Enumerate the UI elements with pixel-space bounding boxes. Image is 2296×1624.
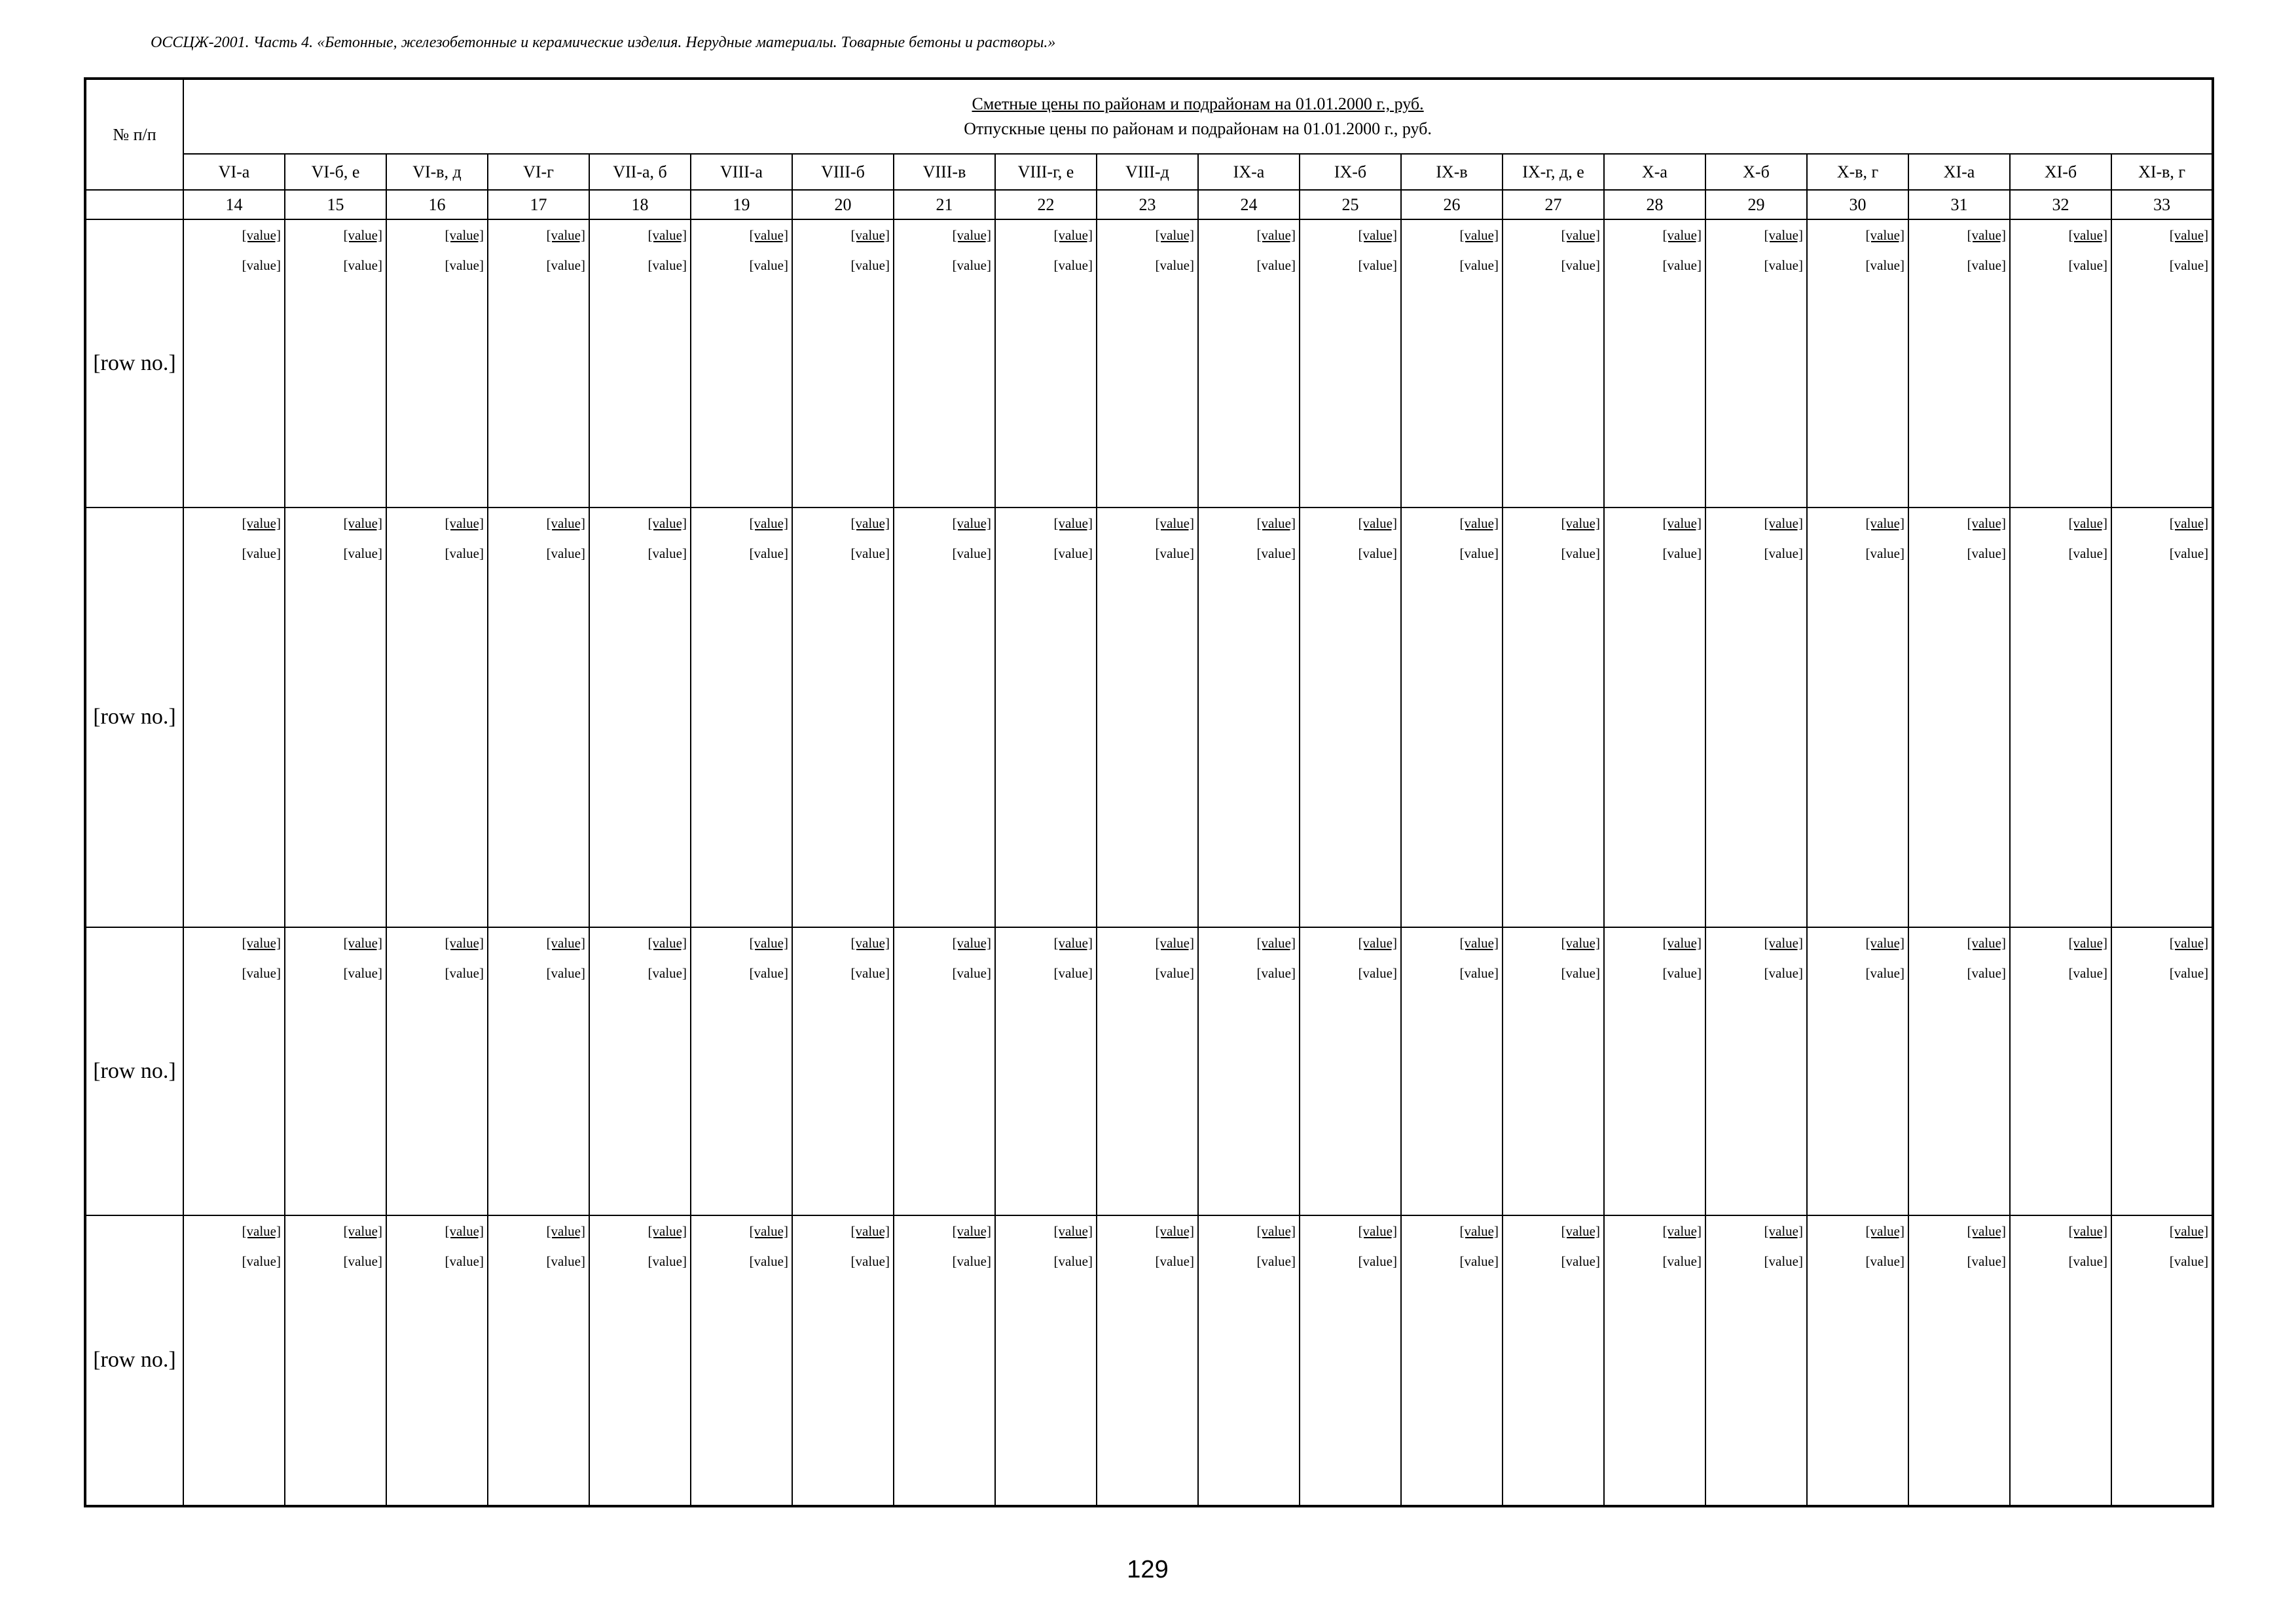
release-price: [value] <box>1662 1253 1702 1269</box>
district-header: XI-в, г <box>2111 154 2213 190</box>
price-cell <box>1300 507 1401 927</box>
release-price: [value] <box>1865 545 1904 561</box>
price-cell <box>894 927 995 1215</box>
column-number: 28 <box>1604 190 1705 219</box>
release-price: [value] <box>850 965 890 981</box>
release-price: [value] <box>1662 965 1702 981</box>
release-price: [value] <box>1053 545 1093 561</box>
estimate-price: [value] <box>546 227 585 243</box>
price-cell <box>1503 507 1604 927</box>
estimate-price: [value] <box>1358 934 1397 951</box>
estimate-price: [value] <box>242 515 281 531</box>
release-price: [value] <box>1358 1253 1397 1269</box>
estimate-price: [value] <box>2068 1223 2107 1239</box>
estimate-price: [value] <box>2169 1223 2209 1239</box>
district-header: VI-б, е <box>285 154 386 190</box>
estimate-price: [value] <box>343 934 382 951</box>
price-cell <box>285 1215 386 1506</box>
release-price: [value] <box>749 257 788 273</box>
district-header: VIII-в <box>894 154 995 190</box>
price-cell <box>2010 927 2111 1215</box>
estimate-price: [value] <box>850 515 890 531</box>
estimate-price: [value] <box>647 515 687 531</box>
release-price: [value] <box>647 545 687 561</box>
release-price: [value] <box>1561 1253 1600 1269</box>
release-price: [value] <box>1155 257 1194 273</box>
price-cell <box>1198 219 1300 507</box>
estimate-price: [value] <box>1459 515 1499 531</box>
estimate-price: [value] <box>850 227 890 243</box>
estimate-price: [value] <box>1764 227 1803 243</box>
estimate-price: [value] <box>445 515 484 531</box>
table-body <box>85 219 2213 1506</box>
estimate-price: [value] <box>1358 227 1397 243</box>
district-header: VIII-б <box>792 154 894 190</box>
release-price: [value] <box>952 257 991 273</box>
release-price: [value] <box>1053 965 1093 981</box>
estimate-price: [value] <box>952 227 991 243</box>
estimate-price: [value] <box>445 227 484 243</box>
estimate-price: [value] <box>1865 1223 1904 1239</box>
release-price: [value] <box>343 257 382 273</box>
price-cell <box>2111 927 2213 1215</box>
release-price: [value] <box>343 965 382 981</box>
district-header: XI-а <box>1908 154 2010 190</box>
release-price: [value] <box>1865 965 1904 981</box>
release-prices-title: Отпускные цены по районам и подрайонам на 01.01.2000 г., руб. <box>964 119 1432 138</box>
estimate-price: [value] <box>647 227 687 243</box>
price-cell <box>894 507 995 927</box>
price-cell <box>1401 1215 1503 1506</box>
table-row <box>85 1215 2213 1506</box>
release-price: [value] <box>1256 257 1296 273</box>
price-cell <box>2010 507 2111 927</box>
release-price: [value] <box>1358 257 1397 273</box>
price-cell <box>1300 1215 1401 1506</box>
column-number: 22 <box>995 190 1097 219</box>
price-cell <box>691 927 792 1215</box>
release-price: [value] <box>1561 965 1600 981</box>
estimate-price: [value] <box>546 515 585 531</box>
estimate-price: [value] <box>343 227 382 243</box>
release-price: [value] <box>1764 545 1803 561</box>
release-price: [value] <box>1053 257 1093 273</box>
release-price: [value] <box>1764 1253 1803 1269</box>
price-cell <box>1198 507 1300 927</box>
release-price: [value] <box>1459 545 1499 561</box>
estimate-price: [value] <box>2068 515 2107 531</box>
estimate-price: [value] <box>343 515 382 531</box>
price-cell <box>691 219 792 507</box>
price-cell <box>589 507 691 927</box>
column-number: 24 <box>1198 190 1300 219</box>
estimate-price: [value] <box>1764 515 1803 531</box>
release-price: [value] <box>647 1253 687 1269</box>
estimate-price: [value] <box>445 934 484 951</box>
release-price: [value] <box>2068 545 2107 561</box>
price-cell <box>1604 507 1705 927</box>
estimate-price: [value] <box>647 934 687 951</box>
release-price: [value] <box>1967 257 2006 273</box>
estimate-price: [value] <box>1256 934 1296 951</box>
estimate-price: [value] <box>1764 1223 1803 1239</box>
release-price: [value] <box>647 257 687 273</box>
column-number: 25 <box>1300 190 1401 219</box>
price-cell <box>1198 927 1300 1215</box>
column-header-number: № п/п <box>85 79 183 190</box>
estimate-price: [value] <box>1358 1223 1397 1239</box>
release-price: [value] <box>1662 257 1702 273</box>
price-cell <box>488 927 589 1215</box>
price-cell <box>1807 1215 1908 1506</box>
district-header: X-в, г <box>1807 154 1908 190</box>
release-price: [value] <box>1764 257 1803 273</box>
price-cell <box>183 507 285 927</box>
price-cell <box>1705 1215 1807 1506</box>
estimate-price: [value] <box>850 1223 890 1239</box>
estimate-price: [value] <box>1662 1223 1702 1239</box>
release-price: [value] <box>242 1253 281 1269</box>
price-cell <box>995 1215 1097 1506</box>
estimate-price: [value] <box>2169 515 2209 531</box>
price-cell <box>1503 927 1604 1215</box>
release-price: [value] <box>1256 965 1296 981</box>
release-price: [value] <box>1967 545 2006 561</box>
estimate-price: [value] <box>1256 1223 1296 1239</box>
estimate-price: [value] <box>749 1223 788 1239</box>
district-header: VIII-а <box>691 154 792 190</box>
price-cell <box>1097 219 1198 507</box>
price-cell <box>995 219 1097 507</box>
district-header: X-а <box>1604 154 1705 190</box>
release-price: [value] <box>1459 965 1499 981</box>
release-price: [value] <box>1256 1253 1296 1269</box>
price-cell <box>1908 507 2010 927</box>
price-cell <box>2111 1215 2213 1506</box>
release-price: [value] <box>1358 965 1397 981</box>
row-number: [row no.] <box>85 507 183 927</box>
price-cell <box>285 927 386 1215</box>
release-price: [value] <box>2169 1253 2209 1269</box>
column-number: 26 <box>1401 190 1503 219</box>
row-number: [row no.] <box>85 1215 183 1506</box>
column-number: 17 <box>488 190 589 219</box>
release-price: [value] <box>952 965 991 981</box>
release-price: [value] <box>1459 1253 1499 1269</box>
release-price: [value] <box>343 545 382 561</box>
estimate-price: [value] <box>1967 227 2006 243</box>
price-cell <box>1604 927 1705 1215</box>
column-number: 33 <box>2111 190 2213 219</box>
estimate-price: [value] <box>1865 227 1904 243</box>
price-cell <box>2111 219 2213 507</box>
row-number: [row no.] <box>85 219 183 507</box>
table-title <box>183 79 2213 154</box>
estimate-prices-title: Сметные цены по районам и подрайонам на 01.01.2000 г., руб. <box>972 94 1424 113</box>
price-cell <box>1705 927 1807 1215</box>
release-price: [value] <box>546 1253 585 1269</box>
column-number: 31 <box>1908 190 2010 219</box>
estimate-price: [value] <box>1155 1223 1194 1239</box>
estimate-price: [value] <box>1155 515 1194 531</box>
release-price: [value] <box>749 1253 788 1269</box>
table-row <box>85 219 2213 507</box>
price-cell <box>1198 1215 1300 1506</box>
column-number-row <box>85 190 2213 219</box>
price-cell <box>1401 507 1503 927</box>
price-cell <box>1401 927 1503 1215</box>
estimate-price: [value] <box>1967 934 2006 951</box>
price-cell <box>183 1215 285 1506</box>
price-cell <box>894 1215 995 1506</box>
price-cell <box>589 1215 691 1506</box>
price-table <box>84 77 2214 1507</box>
release-price: [value] <box>1967 1253 2006 1269</box>
release-price: [value] <box>2068 257 2107 273</box>
price-cell <box>386 927 488 1215</box>
estimate-price: [value] <box>1561 934 1600 951</box>
column-number: 15 <box>285 190 386 219</box>
price-cell <box>1908 927 2010 1215</box>
price-cell <box>285 219 386 507</box>
estimate-price: [value] <box>1459 227 1499 243</box>
estimate-price: [value] <box>1053 1223 1093 1239</box>
release-price: [value] <box>242 965 281 981</box>
estimate-price: [value] <box>343 1223 382 1239</box>
estimate-price: [value] <box>2169 934 2209 951</box>
column-number: 18 <box>589 190 691 219</box>
release-price: [value] <box>1662 545 1702 561</box>
release-price: [value] <box>2068 965 2107 981</box>
release-price: [value] <box>1053 1253 1093 1269</box>
release-price: [value] <box>546 965 585 981</box>
price-cell <box>1705 219 1807 507</box>
estimate-price: [value] <box>1053 515 1093 531</box>
release-price: [value] <box>1155 965 1194 981</box>
table-row <box>85 927 2213 1215</box>
estimate-price: [value] <box>1967 1223 2006 1239</box>
estimate-price: [value] <box>1358 515 1397 531</box>
column-number: 14 <box>183 190 285 219</box>
release-price: [value] <box>1155 545 1194 561</box>
price-cell <box>386 219 488 507</box>
estimate-price: [value] <box>546 1223 585 1239</box>
price-cell <box>1300 219 1401 507</box>
table-title-row <box>85 79 2213 154</box>
release-price: [value] <box>445 1253 484 1269</box>
price-cell <box>995 927 1097 1215</box>
estimate-price: [value] <box>1053 934 1093 951</box>
release-price: [value] <box>242 545 281 561</box>
estimate-price: [value] <box>1865 934 1904 951</box>
district-header: IX-б <box>1300 154 1401 190</box>
release-price: [value] <box>1358 545 1397 561</box>
estimate-price: [value] <box>546 934 585 951</box>
release-price: [value] <box>445 257 484 273</box>
release-price: [value] <box>1561 545 1600 561</box>
estimate-price: [value] <box>1967 515 2006 531</box>
district-header: VII-а, б <box>589 154 691 190</box>
estimate-price: [value] <box>445 1223 484 1239</box>
district-header: X-б <box>1705 154 1807 190</box>
release-price: [value] <box>343 1253 382 1269</box>
release-price: [value] <box>2169 257 2209 273</box>
release-price: [value] <box>1865 257 1904 273</box>
price-cell <box>1807 507 1908 927</box>
estimate-price: [value] <box>647 1223 687 1239</box>
release-price: [value] <box>445 965 484 981</box>
price-cell <box>1807 927 1908 1215</box>
release-price: [value] <box>1459 257 1499 273</box>
column-number: 27 <box>1503 190 1604 219</box>
column-number: 16 <box>386 190 488 219</box>
price-cell <box>792 507 894 927</box>
price-cell <box>2010 1215 2111 1506</box>
district-header: IX-а <box>1198 154 1300 190</box>
estimate-price: [value] <box>850 934 890 951</box>
release-price: [value] <box>1967 965 2006 981</box>
price-cell <box>792 927 894 1215</box>
release-price: [value] <box>546 545 585 561</box>
price-cell <box>1097 507 1198 927</box>
release-price: [value] <box>952 545 991 561</box>
price-cell <box>1604 219 1705 507</box>
estimate-price: [value] <box>1764 934 1803 951</box>
estimate-price: [value] <box>1662 934 1702 951</box>
price-cell <box>285 507 386 927</box>
release-price: [value] <box>1155 1253 1194 1269</box>
price-cell <box>995 507 1097 927</box>
release-price: [value] <box>242 257 281 273</box>
price-cell <box>488 507 589 927</box>
price-cell <box>1908 1215 2010 1506</box>
price-cell <box>1503 219 1604 507</box>
estimate-price: [value] <box>749 515 788 531</box>
release-price: [value] <box>1256 545 1296 561</box>
price-cell <box>183 927 285 1215</box>
price-cell <box>488 1215 589 1506</box>
price-cell <box>1604 1215 1705 1506</box>
estimate-price: [value] <box>1662 227 1702 243</box>
release-price: [value] <box>749 965 788 981</box>
price-cell <box>792 1215 894 1506</box>
release-price: [value] <box>1764 965 1803 981</box>
estimate-price: [value] <box>1561 515 1600 531</box>
price-cell <box>1097 1215 1198 1506</box>
price-cell <box>691 1215 792 1506</box>
release-price: [value] <box>647 965 687 981</box>
estimate-price: [value] <box>952 515 991 531</box>
release-price: [value] <box>445 545 484 561</box>
price-cell <box>183 219 285 507</box>
price-cell <box>2010 219 2111 507</box>
estimate-price: [value] <box>1561 227 1600 243</box>
estimate-price: [value] <box>2068 934 2107 951</box>
district-header: VIII-д <box>1097 154 1198 190</box>
estimate-price: [value] <box>242 1223 281 1239</box>
district-header: IX-г, д, е <box>1503 154 1604 190</box>
price-cell <box>1908 219 2010 507</box>
estimate-price: [value] <box>1256 515 1296 531</box>
release-price: [value] <box>2068 1253 2107 1269</box>
price-cell <box>589 927 691 1215</box>
price-cell <box>2111 507 2213 927</box>
estimate-price: [value] <box>1561 1223 1600 1239</box>
estimate-price: [value] <box>1155 934 1194 951</box>
release-price: [value] <box>850 545 890 561</box>
column-number: 21 <box>894 190 995 219</box>
estimate-price: [value] <box>749 227 788 243</box>
price-cell <box>1705 507 1807 927</box>
row-number: [row no.] <box>85 927 183 1215</box>
price-cell <box>691 507 792 927</box>
release-price: [value] <box>850 1253 890 1269</box>
column-number: 29 <box>1705 190 1807 219</box>
estimate-price: [value] <box>242 227 281 243</box>
estimate-price: [value] <box>2169 227 2209 243</box>
release-price: [value] <box>1865 1253 1904 1269</box>
district-header: VI-г <box>488 154 589 190</box>
estimate-price: [value] <box>242 934 281 951</box>
table-row <box>85 507 2213 927</box>
district-header: IX-в <box>1401 154 1503 190</box>
estimate-price: [value] <box>749 934 788 951</box>
price-cell <box>1401 219 1503 507</box>
column-number: 32 <box>2010 190 2111 219</box>
estimate-price: [value] <box>2068 227 2107 243</box>
price-cell <box>1097 927 1198 1215</box>
district-header: VI-в, д <box>386 154 488 190</box>
district-header: VI-а <box>183 154 285 190</box>
price-cell <box>894 219 995 507</box>
estimate-price: [value] <box>1256 227 1296 243</box>
release-price: [value] <box>850 257 890 273</box>
column-number: 20 <box>792 190 894 219</box>
estimate-price: [value] <box>1459 1223 1499 1239</box>
column-number-blank <box>85 190 183 219</box>
release-price: [value] <box>2169 545 2209 561</box>
district-header: VIII-г, е <box>995 154 1097 190</box>
estimate-price: [value] <box>952 1223 991 1239</box>
price-cell <box>1503 1215 1604 1506</box>
district-header: XI-б <box>2010 154 2111 190</box>
price-cell <box>589 219 691 507</box>
estimate-price: [value] <box>1662 515 1702 531</box>
column-number: 19 <box>691 190 792 219</box>
price-cell <box>488 219 589 507</box>
release-price: [value] <box>952 1253 991 1269</box>
district-header-row <box>85 154 2213 190</box>
price-cell <box>1300 927 1401 1215</box>
price-cell <box>1807 219 1908 507</box>
release-price: [value] <box>546 257 585 273</box>
column-number: 23 <box>1097 190 1198 219</box>
estimate-price: [value] <box>1155 227 1194 243</box>
estimate-price: [value] <box>952 934 991 951</box>
price-cell <box>792 219 894 507</box>
estimate-price: [value] <box>1459 934 1499 951</box>
estimate-price: [value] <box>1865 515 1904 531</box>
column-number: 30 <box>1807 190 1908 219</box>
release-price: [value] <box>2169 965 2209 981</box>
price-cell <box>386 507 488 927</box>
document-header: ОССЦЖ-2001. Часть 4. «Бетонные, железобетонные и керамические изделия. Нерудные материалы. Товарные бетоны и растворы.» <box>151 34 1056 51</box>
release-price: [value] <box>1561 257 1600 273</box>
estimate-price: [value] <box>1053 227 1093 243</box>
release-price: [value] <box>749 545 788 561</box>
price-cell <box>386 1215 488 1506</box>
